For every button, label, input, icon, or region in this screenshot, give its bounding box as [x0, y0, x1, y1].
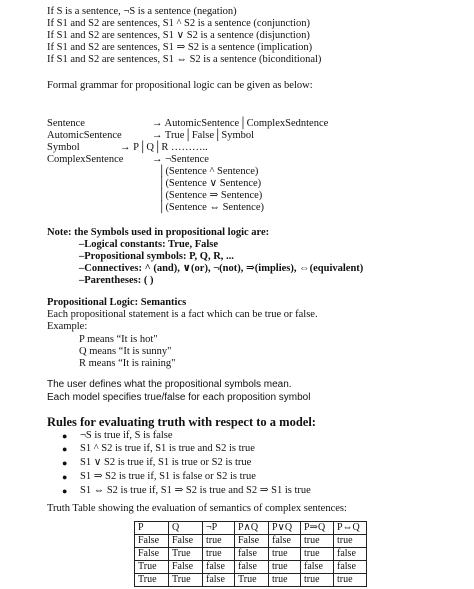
note-item: –Parentheses: ( ) [79, 275, 154, 286]
table-cell: True [235, 574, 269, 587]
intro-line: If S1 and S2 are sentences, S1 ^ S2 is a sentence (conjunction) [47, 18, 310, 29]
table-cell: true [203, 548, 235, 561]
grammar-lhs: Sentence [47, 118, 85, 129]
table-cell: True [169, 574, 203, 587]
table-header-row [135, 522, 367, 535]
bullet-icon: ● [62, 472, 68, 482]
table-cell: False [169, 535, 203, 548]
note-item: –Logical constants: True, False [79, 239, 219, 250]
truth-table [134, 521, 367, 587]
rule-item: S1 ⇒ S2 is true if, S1 is false or S2 is true [80, 471, 256, 482]
table-cell: true [301, 535, 334, 548]
table-cell: true [269, 561, 301, 574]
grammar-lhs: AutomicSentence [47, 130, 122, 141]
bullet-icon: ● [62, 431, 68, 441]
column-header: P∨Q [269, 522, 301, 535]
bullet-icon: ● [62, 458, 68, 468]
intro-line: If S1 and S2 are sentences, S1 ⇔ S2 is a sentence (biconditional) [47, 54, 322, 65]
table-row [135, 561, 367, 574]
table-cell: true [269, 548, 301, 561]
column-header: ¬P [203, 522, 235, 535]
note-item: –Propositional symbols: P, Q, R, ... [79, 251, 234, 262]
example-item: R means “It is raining" [79, 358, 176, 369]
table-cell: false [301, 561, 334, 574]
table-cell: false [203, 561, 235, 574]
example-label: Example: [47, 321, 88, 332]
table-cell: true [301, 548, 334, 561]
grammar-lhs: ComplexSentence [47, 154, 124, 165]
rule-item: ¬S is true if, S is false [80, 430, 173, 441]
table-cell: true [203, 535, 235, 548]
rule-item: S1 ∨ S2 is true if, S1 is true or S2 is true [80, 457, 252, 468]
table-row [135, 574, 367, 587]
table-cell: false [203, 574, 235, 587]
table-cell: false [235, 548, 269, 561]
semantics-heading: Propositional Logic: Semantics [47, 297, 187, 308]
note-heading: Note: the Symbols used in propositional logic are: [47, 227, 270, 238]
grammar-intro: Formal grammar for propositional logic can be given as below: [47, 80, 313, 91]
table-cell: true [334, 574, 367, 587]
rules-heading: Rules for evaluating truth with respect to a model: [47, 415, 316, 429]
table-cell: false [235, 561, 269, 574]
truth-table-caption: Truth Table showing the evaluation of semantics of complex sentences: [47, 503, 347, 514]
table-cell: True [169, 548, 203, 561]
column-header: P⇔Q [334, 522, 367, 535]
table-cell: false [334, 561, 367, 574]
table-row [135, 535, 367, 548]
grammar-rhs: → True│False│Symbol [152, 130, 255, 141]
note-item: –Connectives: ^ (and), ∨(or), ¬(not), ⇒(implies), ⇔(equivalent) [79, 263, 364, 274]
intro-line: If S1 and S2 are sentences, S1 ⇒ S2 is a sentence (implication) [47, 42, 313, 53]
column-header: P [135, 522, 169, 535]
table-row [135, 548, 367, 561]
grammar-alt: │(Sentence ^ Sentence) [158, 166, 259, 177]
rule-item: S1 ^ S2 is true if, S1 is true and S2 is true [80, 443, 255, 454]
semantics-note: Each model specifies true/false for each proposition symbol [47, 392, 311, 403]
table-cell: true [301, 574, 334, 587]
table-cell: False [135, 548, 169, 561]
semantics-note: The user defines what the propositional symbols mean. [47, 379, 292, 390]
table-cell: True [135, 574, 169, 587]
table-cell: False [169, 561, 203, 574]
table-cell: true [334, 535, 367, 548]
intro-line: If S is a sentence, ¬S is a sentence (negation) [47, 6, 237, 17]
intro-line: If S1 and S2 are sentences, S1 ∨ S2 is a sentence (disjunction) [47, 30, 310, 41]
column-header: Q [169, 522, 203, 535]
column-header: P∧Q [235, 522, 269, 535]
grammar-alt: │(Sentence ⇔ Sentence) [158, 202, 264, 213]
grammar-rhs: → ¬Sentence [152, 154, 209, 165]
grammar-alt: │(Sentence ∨ Sentence) [158, 178, 262, 189]
table-cell: True [135, 561, 169, 574]
rule-item: S1 ⇔ S2 is true if, S1 ⇒ S2 is true and S2 ⇒ S1 is true [80, 485, 311, 496]
table-cell: False [135, 535, 169, 548]
bullet-icon: ● [62, 486, 68, 496]
table-cell: false [269, 535, 301, 548]
example-item: P means “It is hot" [79, 334, 158, 345]
column-header: P⇒Q [301, 522, 334, 535]
grammar-lhs: Symbol [47, 142, 80, 153]
bullet-icon: ● [62, 444, 68, 454]
grammar-rhs: → P│Q│R ……….. [120, 142, 208, 153]
table-cell: False [235, 535, 269, 548]
table-cell: true [269, 574, 301, 587]
example-item: Q means “It is sunny" [79, 346, 172, 357]
semantics-line: Each propositional statement is a fact which can be true or false. [47, 309, 318, 320]
grammar-alt: │(Sentence ⇒ Sentence) [158, 190, 263, 201]
table-cell: false [334, 548, 367, 561]
grammar-rhs: → AutomicSentence│ComplexSedntence [152, 118, 329, 129]
